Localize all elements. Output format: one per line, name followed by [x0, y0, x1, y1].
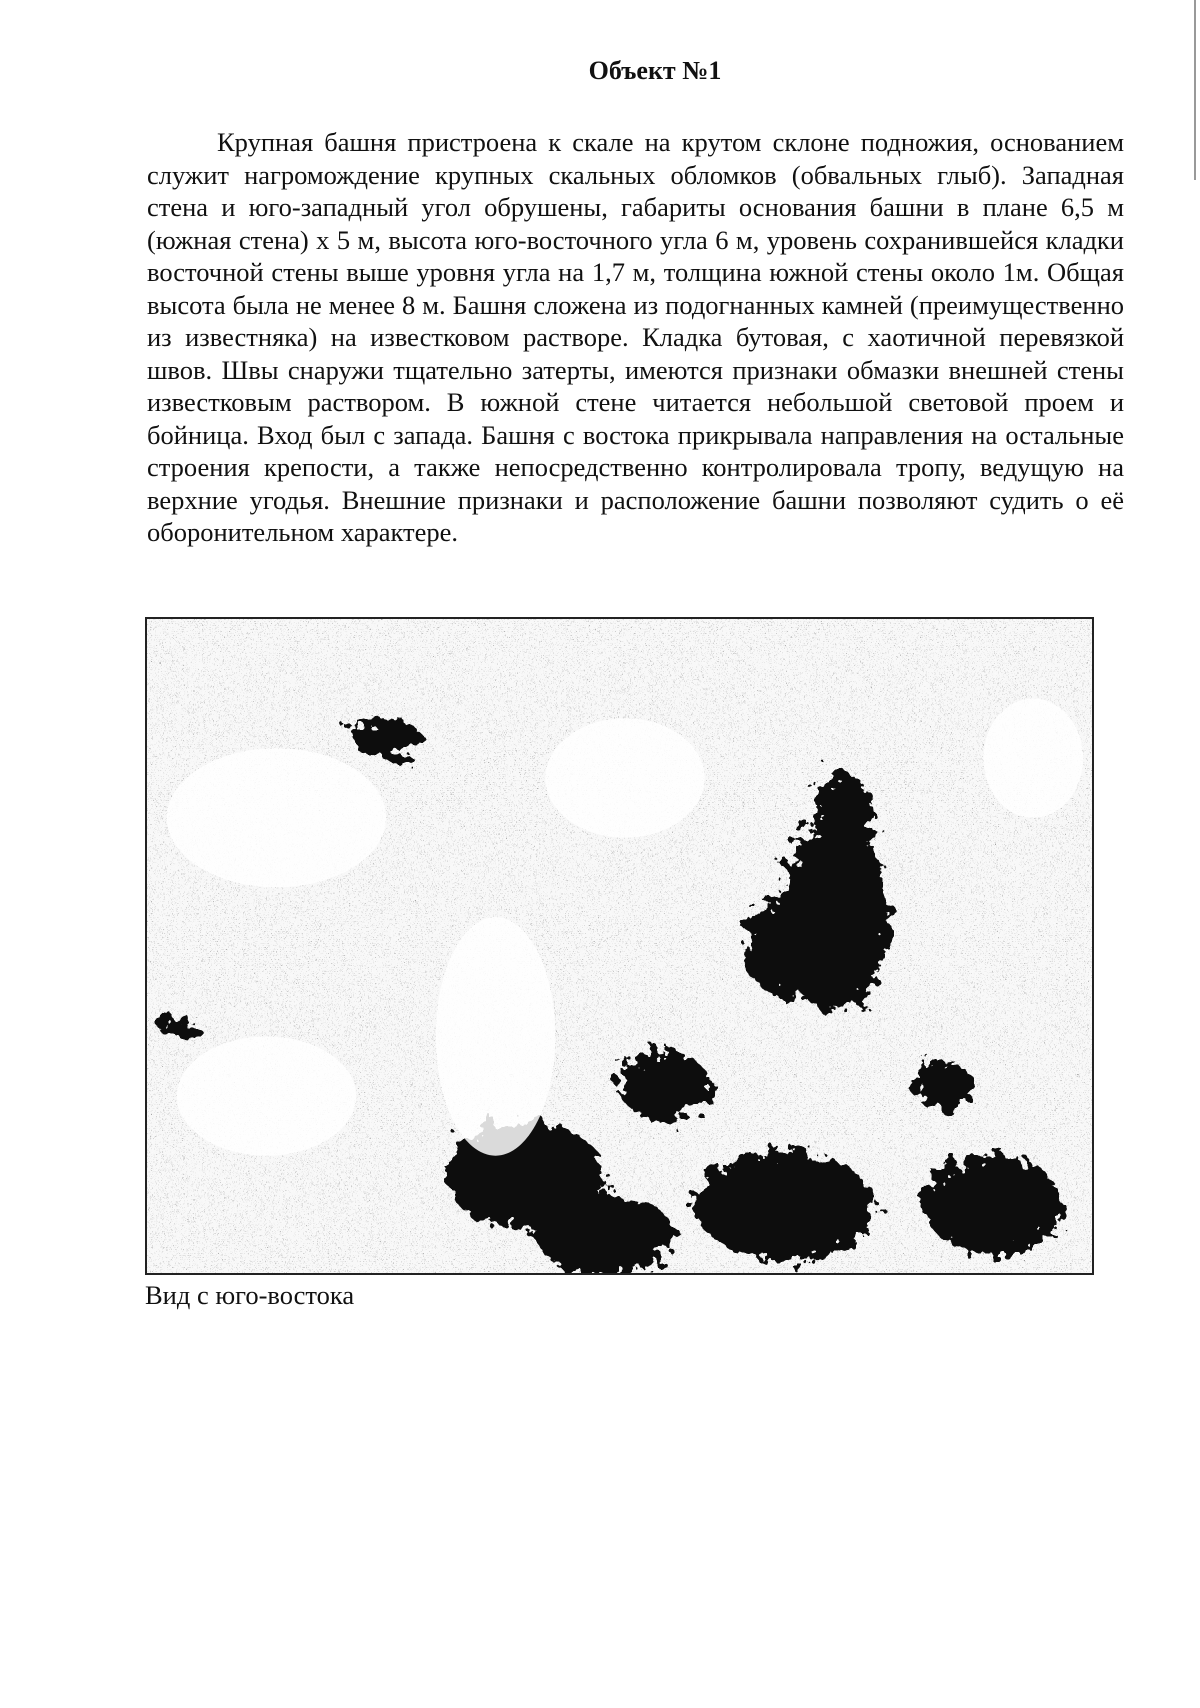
photo-caption: Вид с юго-востока: [145, 1280, 355, 1310]
scan-edge-line: [1194, 0, 1196, 180]
page-title: Объект №1: [588, 56, 722, 85]
tower-photo: [145, 617, 1094, 1275]
tower-photo-image: [147, 619, 1092, 1273]
description-paragraph: Крупная башня пристроена к скале на крутом склоне подножия, основанием служит нагромождение крупных скальных обломков (обвальных глыб). Западная стена и юго-западный угол обрушены, габариты основания башни в плане 6,5 м (южная стена) х 5 м, высота юго-восточного угла 6 м, уровень сохранившейся кладки восточной стены выше уровня угла на 1,7 м, толщина южной стены около 1м. Общая высота была не менее 8 м. Башня сложена из подогнанных камней (преимущественно из известняка) на известковом растворе. Кладка бутовая, с хаотичной перевязкой швов. Швы снаружи тщательно затерты, имеются признаки обмазки внешней стены известковым раствором. В южной стене читается небольшой световой проем и бойница. Вход был с запада. Башня с востока прикрывала направления на остальные строения крепости, а также непосредственно контролировала тропу, ведущую на верхние угодья. Внешние признаки и расположение башни позволяют судить о её оборонительном характере.: [147, 127, 1124, 547]
